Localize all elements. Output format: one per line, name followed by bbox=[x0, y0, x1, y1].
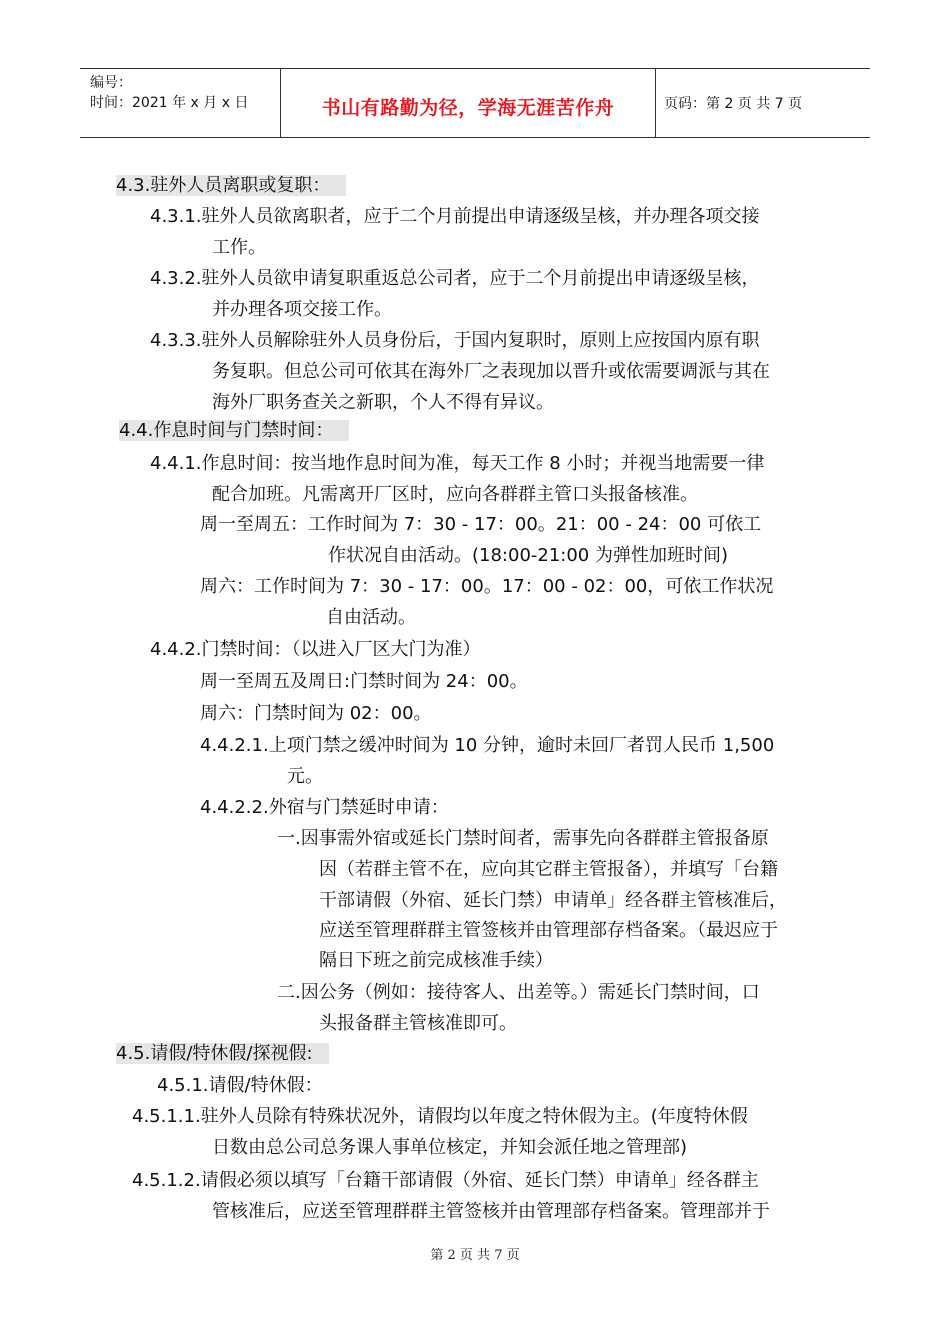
clause-4-5-1-1-cont: 日数由总公司总务课人事单位核定，并知会派任地之管理部) bbox=[212, 1137, 688, 1158]
header-motto-cell bbox=[281, 69, 656, 137]
item-one: 一.因事需外宿或延长门禁时间者，需事先向各群群主管报备原 bbox=[277, 828, 769, 849]
weekday-schedule-cont: 作状况自由活动。(18:00-21:00 为弹性加班时间) bbox=[328, 545, 729, 566]
clause-4-5-1-1: 4.5.1.1.驻外人员除有特殊状况外，请假均以年度之特休假为主。(年度特休假 bbox=[132, 1106, 748, 1127]
clause-4-3-3-cont-1: 务复职。但总公司可依其在海外厂之表现加以晋升或依需要调派与其在 bbox=[212, 361, 770, 382]
item-one-cont-2: 干部请假（外宿、延长门禁）申请单」经各群主管核准后， bbox=[319, 890, 787, 911]
clause-4-5-1-2: 4.5.1.2.请假必须以填写「台籍干部请假（外宿、延长门禁）申请单」经各群主 bbox=[132, 1170, 759, 1191]
clause-4-3-2-cont: 并办理各项交接工作。 bbox=[212, 299, 392, 320]
clause-4-3-2: 4.3.2.驻外人员欲申请复职重返总公司者，应于二个月前提出申请逐级呈核， bbox=[150, 268, 760, 289]
clause-4-3-1: 4.3.1.驻外人员欲离职者，应于二个月前提出申请逐级呈核，并办理各项交接 bbox=[150, 206, 760, 227]
saturday-schedule: 周六：工作时间为 7：30 - 17：00。17：00 - 02：00，可依工作状况 bbox=[200, 576, 774, 597]
clause-4-4-2-1: 4.4.2.1.上项门禁之缓冲时间为 10 分钟，逾时未回厂者罚人民币 1,500 bbox=[200, 735, 775, 756]
clause-4-4-1: 4.4.1.作息时间：按当地作息时间为准，每天工作 8 小时；并视当地需要一律 bbox=[150, 453, 765, 474]
clause-4-4-2: 4.4.2.门禁时间：（以进入厂区大门为准） bbox=[150, 639, 481, 660]
clause-4-3-3-cont-2: 海外厂职务查关之新职，个人不得有异议。 bbox=[212, 392, 554, 413]
header-page-info: 页码：第 2 页 共 7 页 bbox=[664, 96, 803, 112]
header-page-info-cell bbox=[656, 69, 870, 137]
clause-4-4-2-1-cont: 元。 bbox=[287, 766, 323, 787]
page-footer: 第 2 页 共 7 页 bbox=[430, 1248, 520, 1263]
section-heading-4-4: 4.4.作息时间与门禁时间： bbox=[119, 418, 349, 444]
clause-4-5-1-2-cont: 管核准后，应送至管理群群主管签核并由管理部存档备案。管理部并于 bbox=[212, 1201, 770, 1222]
section-heading-4-5: 4.5.请假/特休假/探视假: bbox=[116, 1041, 329, 1067]
item-two: 二.因公务（例如：接待客人、出差等。）需延长门禁时间，口 bbox=[277, 982, 760, 1003]
page-header bbox=[80, 68, 870, 138]
weekday-schedule: 周一至周五：工作时间为 7：30 - 17：00。21：00 - 24：00 可依工 bbox=[200, 514, 762, 535]
clause-4-3-1-cont: 工作。 bbox=[212, 237, 266, 258]
curfew-weekday: 周一至周五及周日:门禁时间为 24：00。 bbox=[200, 671, 528, 692]
document-number-label: 编号： bbox=[90, 75, 132, 91]
header-motto: 书山有路勤为径，学海无涯苦作舟 bbox=[321, 96, 615, 119]
item-one-cont-1: 因（若群主管不在，应向其它群主管报备），并填写「台籍 bbox=[319, 859, 778, 880]
section-heading-4-3: 4.3.驻外人员离职或复职： bbox=[116, 173, 346, 199]
header-meta bbox=[80, 69, 281, 137]
clause-4-3-3: 4.3.3.驻外人员解除驻外人员身份后，于国内复职时，原则上应按国内原有职 bbox=[150, 330, 760, 351]
clause-4-4-1-cont: 配合加班。凡需离开厂区时，应向各群群主管口头报备核准。 bbox=[212, 484, 698, 505]
item-two-cont: 头报备群主管核准即可。 bbox=[319, 1013, 517, 1034]
clause-4-4-2-2: 4.4.2.2.外宿与门禁延时申请： bbox=[200, 797, 449, 818]
saturday-schedule-cont: 自由活动。 bbox=[326, 607, 416, 628]
item-one-cont-3: 应送至管理群群主管签核并由管理部存档备案。（最迟应于 bbox=[319, 920, 778, 941]
clause-4-5-1: 4.5.1.请假/特休假： bbox=[157, 1075, 323, 1096]
document-time-label: 时间：2021 年 x 月 x 日 bbox=[90, 95, 249, 111]
curfew-saturday: 周六：门禁时间为 02：00。 bbox=[200, 703, 432, 724]
item-one-cont-4: 隔日下班之前完成核准手续） bbox=[319, 950, 553, 971]
